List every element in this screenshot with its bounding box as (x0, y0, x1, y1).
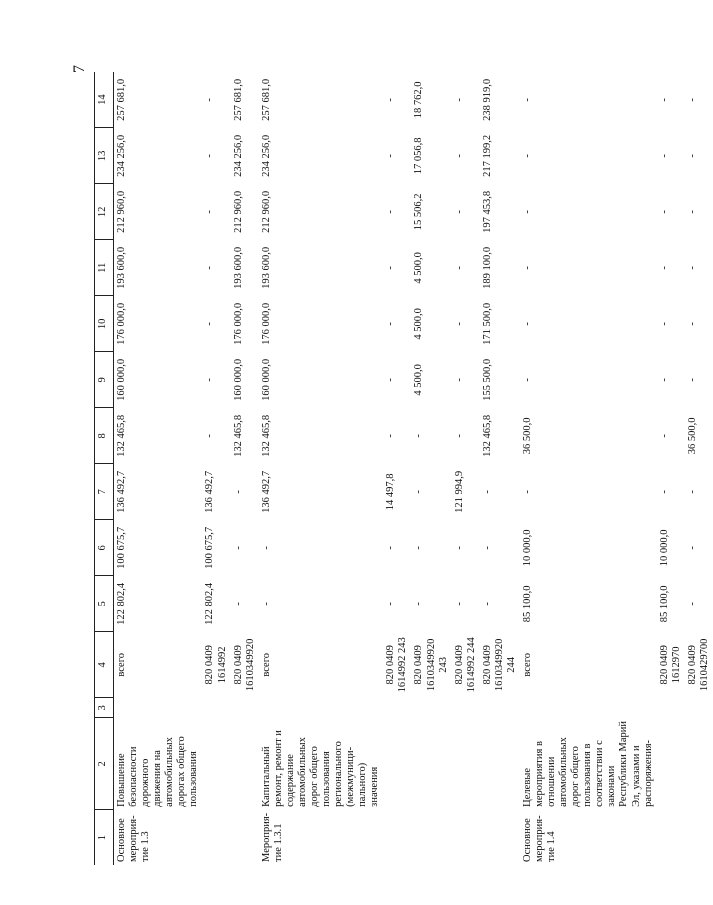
amount-cell: - (453, 210, 465, 214)
amount-cell: 212 960,0 (260, 190, 272, 233)
amount-cell: 238 919,0 (481, 78, 493, 121)
amount-cell: 4 500,0 (413, 252, 425, 284)
amount-cell: - (686, 266, 698, 270)
amount-cell: - (481, 546, 493, 550)
amount-cell: - (686, 154, 698, 158)
amount-cell: 100 675,7 (204, 526, 216, 569)
table-row (202, 72, 230, 865)
amount-cell: 132 465,8 (260, 414, 272, 457)
item-id-cell: Основное мероприя-тие 1.4 (521, 815, 558, 862)
budget-code-cell: 820 0409 1612970 (658, 645, 682, 685)
empty-cell (231, 698, 259, 718)
amount-cell: - (413, 490, 425, 494)
col-header: 9 (95, 352, 114, 408)
item-name-cell (411, 718, 451, 810)
amount-cell: 17 056,8 (413, 137, 425, 175)
item-id-cell (383, 810, 411, 865)
col-header: 11 (95, 240, 114, 296)
budget-code-cell: всего (116, 653, 127, 677)
table-row (685, 72, 713, 865)
amount-cell: - (658, 378, 670, 382)
amount-cell: - (453, 154, 465, 158)
table-row (657, 72, 685, 865)
amount-cell: - (521, 378, 533, 382)
amount-cell: - (686, 378, 698, 382)
amount-cell: - (260, 546, 272, 550)
amount-cell: - (521, 266, 533, 270)
budget-code-cell: 820 0409 1614992 244 (453, 637, 477, 693)
amount-cell: 132 465,8 (116, 414, 127, 457)
item-name-cell: Целевые мероприятия в отношении автомобильных дорог общего пользования в соответствии с законами Республики Марий Эл, указами и распоряжения- (521, 721, 654, 807)
table-row (231, 72, 259, 865)
budget-code-cell: 820 0409 1614992 243 (385, 637, 409, 693)
amount-cell: - (204, 378, 216, 382)
amount-cell: - (686, 98, 698, 102)
amount-cell: 176 000,0 (232, 302, 244, 345)
empty-cell (657, 698, 685, 718)
empty-cell (383, 698, 411, 718)
empty-cell (114, 698, 203, 718)
amount-cell: 85 100,0 (521, 585, 533, 623)
table-row (520, 72, 657, 865)
amount-cell: 136 492,7 (116, 470, 127, 513)
amount-cell: - (385, 322, 397, 326)
amount-cell: 212 960,0 (232, 190, 244, 233)
header-row (95, 72, 114, 865)
item-id-cell (452, 810, 480, 865)
amount-cell: - (413, 546, 425, 550)
amount-cell: - (232, 602, 244, 606)
amount-cell: 36 500,0 (521, 417, 533, 455)
item-name-cell: Повышение безопасности дорожного движения на автомобильных дорогах общего пользования (116, 736, 200, 807)
amount-cell: 136 492,7 (260, 470, 272, 513)
table-row (114, 72, 203, 865)
amount-cell: 4 500,0 (413, 364, 425, 396)
amount-cell: - (481, 490, 493, 494)
budget-code-cell: 820 0409 1610349920 243 (413, 638, 449, 692)
amount-cell: - (385, 266, 397, 270)
amount-cell: 155 500,0 (481, 358, 493, 401)
amount-cell: 14 497,8 (385, 473, 397, 511)
col-header: 8 (95, 408, 114, 464)
amount-cell: - (385, 602, 397, 606)
amount-cell: - (686, 546, 698, 550)
item-name-cell (657, 718, 685, 810)
empty-cell (202, 698, 230, 718)
amount-cell: 100 675,7 (116, 526, 127, 569)
amount-cell: - (204, 322, 216, 326)
item-name-cell (231, 718, 259, 810)
amount-cell: 160 000,0 (116, 358, 127, 401)
amount-cell: - (658, 322, 670, 326)
amount-cell: - (658, 266, 670, 270)
amount-cell: - (686, 322, 698, 326)
amount-cell: - (521, 490, 533, 494)
amount-cell: - (521, 210, 533, 214)
amount-cell: 234 256,0 (260, 134, 272, 177)
amount-cell: 121 994,9 (453, 470, 465, 513)
table-row (480, 72, 520, 865)
amount-cell: 234 256,0 (116, 134, 127, 177)
item-name-cell (685, 718, 713, 810)
amount-cell: 136 492,7 (204, 470, 216, 513)
table-row (452, 72, 480, 865)
col-header: 7 (95, 464, 114, 520)
item-id-cell (202, 810, 230, 865)
amount-cell: - (385, 154, 397, 158)
amount-cell: 193 600,0 (260, 246, 272, 289)
amount-cell: - (658, 154, 670, 158)
budget-code-cell: 820 0409 1614992 (204, 645, 228, 685)
amount-cell: - (686, 490, 698, 494)
amount-cell: - (453, 602, 465, 606)
col-header: 2 (95, 718, 114, 810)
amount-cell: 176 000,0 (260, 302, 272, 345)
item-id-cell (685, 810, 713, 865)
amount-cell: 193 600,0 (232, 246, 244, 289)
item-name-cell (480, 718, 520, 810)
amount-cell: - (658, 210, 670, 214)
item-id-cell (657, 810, 685, 865)
page-number: 7 (71, 65, 88, 73)
amount-cell: - (453, 98, 465, 102)
item-name-cell (452, 718, 480, 810)
amount-cell: 10 000,0 (521, 529, 533, 567)
amount-cell: 197 453,8 (481, 190, 493, 233)
empty-cell (452, 698, 480, 718)
amount-cell: 132 465,8 (232, 414, 244, 457)
amount-cell: - (453, 434, 465, 438)
amount-cell: - (658, 490, 670, 494)
amount-cell: - (385, 546, 397, 550)
amount-cell: - (658, 98, 670, 102)
col-header: 4 (95, 632, 114, 698)
amount-cell: - (385, 210, 397, 214)
amount-cell: - (521, 154, 533, 158)
empty-cell (685, 698, 713, 718)
col-header: 6 (95, 520, 114, 576)
table-row (383, 72, 411, 865)
amount-cell: - (658, 434, 670, 438)
amount-cell: 18 762,0 (413, 81, 425, 119)
table-row (259, 72, 384, 865)
item-name-cell: Капитальный ремонт, ремонт и содержание автомобильных дорог общего пользования регионального (межмуници-пального) значения (260, 730, 381, 807)
amount-cell: - (686, 210, 698, 214)
empty-cell (411, 698, 451, 718)
amount-cell: - (453, 322, 465, 326)
amount-cell: - (686, 602, 698, 606)
amount-cell: - (413, 434, 425, 438)
col-header: 14 (95, 72, 114, 128)
amount-cell: 10 000,0 (658, 529, 670, 567)
item-name-cell (383, 718, 411, 810)
amount-cell: 257 681,0 (116, 78, 127, 121)
amount-cell: 257 681,0 (260, 78, 272, 121)
empty-cell (259, 698, 384, 718)
amount-cell: 36 500,0 (686, 417, 698, 455)
amount-cell: 4 500,0 (413, 308, 425, 340)
amount-cell: 189 100,0 (481, 246, 493, 289)
amount-cell: 257 681,0 (232, 78, 244, 121)
col-header: 5 (95, 576, 114, 632)
amount-cell: - (204, 434, 216, 438)
empty-cell (520, 698, 657, 718)
budget-code-cell: всего (260, 653, 272, 677)
amount-cell: 193 600,0 (116, 246, 127, 289)
amount-cell: - (232, 546, 244, 550)
amount-cell: 160 000,0 (260, 358, 272, 401)
amount-cell: 15 506,2 (413, 193, 425, 231)
item-id-cell: Мероприя-тие 1.3.1 (260, 812, 284, 862)
empty-cell (480, 698, 520, 718)
budget-code-cell: всего (521, 653, 533, 677)
amount-cell: 217 199,2 (481, 134, 493, 177)
amount-cell: - (521, 98, 533, 102)
amount-cell: 234 256,0 (232, 134, 244, 177)
amount-cell: - (204, 154, 216, 158)
amount-cell: - (453, 378, 465, 382)
item-id-cell (480, 810, 520, 865)
amount-cell: - (521, 322, 533, 326)
amount-cell: - (453, 546, 465, 550)
amount-cell: - (385, 378, 397, 382)
amount-cell: - (204, 98, 216, 102)
amount-cell: 122 802,4 (204, 582, 216, 625)
amount-cell: - (385, 434, 397, 438)
amount-cell: - (453, 266, 465, 270)
item-id-cell (231, 810, 259, 865)
item-name-cell (202, 718, 230, 810)
amount-cell: 171 500,0 (481, 302, 493, 345)
budget-code-cell: 820 0409 1610349920 244 (481, 638, 517, 692)
amount-cell: 176 000,0 (116, 302, 127, 345)
amount-cell: - (413, 602, 425, 606)
amount-cell: - (204, 210, 216, 214)
amount-cell: 132 465,8 (481, 414, 493, 457)
col-header: 13 (95, 128, 114, 184)
col-header: 1 (95, 810, 114, 865)
budget-code-cell: 820 0409 1610349920 (232, 638, 256, 692)
budget-code-cell: 820 0409 1610429700 (686, 638, 710, 692)
budget-table (94, 72, 713, 865)
amount-cell: - (204, 266, 216, 270)
item-id-cell: Основное мероприя-тие 1.3 (116, 815, 152, 862)
table-row (411, 72, 451, 865)
col-header: 3 (95, 698, 114, 718)
amount-cell: - (481, 602, 493, 606)
amount-cell: 212 960,0 (116, 190, 127, 233)
amount-cell: - (232, 490, 244, 494)
amount-cell: 160 000,0 (232, 358, 244, 401)
amount-cell: - (260, 602, 272, 606)
amount-cell: 122 802,4 (116, 582, 127, 625)
col-header: 12 (95, 184, 114, 240)
amount-cell: 85 100,0 (658, 585, 670, 623)
col-header: 10 (95, 296, 114, 352)
item-id-cell (411, 810, 451, 865)
amount-cell: - (385, 98, 397, 102)
